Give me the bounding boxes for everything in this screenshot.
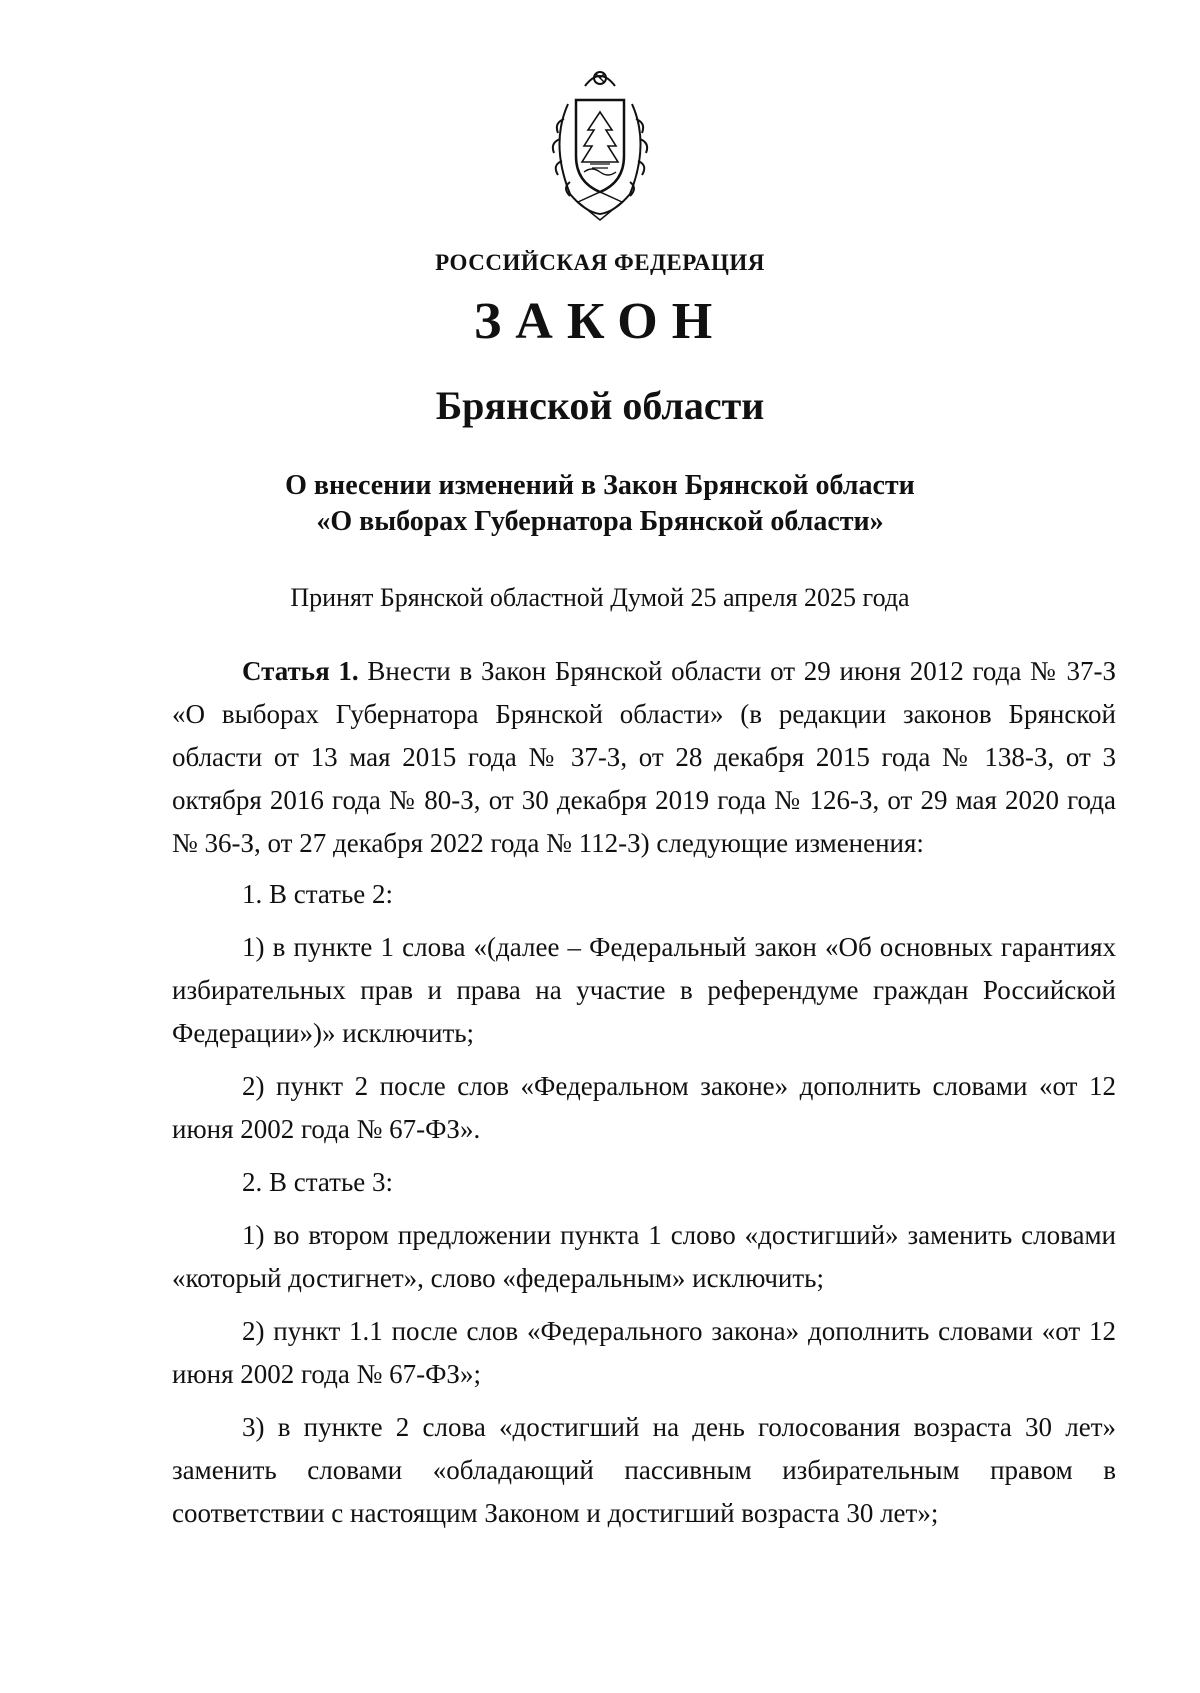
list-item: 2) пункт 2 после слов «Федеральном законе» дополнить словами «от 12 июня 2002 года № 67-ФЗ». (172, 1071, 1116, 1144)
adoption-note: Принят Брянской областной Думой 25 апреля 2025 года (290, 583, 910, 612)
list-item: 1. В статье 2: (242, 879, 394, 909)
list-item: 1) во втором предложении пункта 1 слово «достигший» заменить словами «который достигнет», слово «федеральным» исключить; (172, 1220, 1116, 1293)
law-title (150, 468, 1050, 540)
country-heading: РОССИЙСКАЯ ФЕДЕРАЦИЯ (435, 250, 765, 275)
law-body (172, 650, 1116, 1545)
article-text: Внести в Закон Брянской области от 29 июня 2012 года № 37-З «О выборах Губернатора Брянской области» (в редакции законов Брянской области от 13 мая 2015 года № 37-З, от 28 декабря 2015 года № 138-З, от 3 октября 2016 года № 80-З, от 30 декабря 2019 года № 126-З, от 29 мая 2020 года № 36-З, от 27 декабря 2022 года № 112-З) следующие изменения: (172, 656, 1117, 858)
article-1-paragraph (172, 650, 1116, 865)
law-heading: ЗАКОН (473, 293, 727, 350)
coat-of-arms-icon (530, 64, 670, 224)
article-label: Статья 1. (242, 656, 359, 686)
list-item: 2. В статье 3: (242, 1167, 394, 1197)
list-item: 3) в пункте 2 слова «достигший на день голосования возраста 30 лет» заменить словами «обладающий пассивным избирательным правом в соответствии с настоящим Законом и достигший возраста 30 лет»; (172, 1412, 1116, 1528)
list-item: 2) пункт 1.1 после слов «Федерального закона» дополнить словами «от 12 июня 2002 года № 67-ФЗ»; (172, 1316, 1116, 1389)
list-item: 1) в пункте 1 слова «(далее – Федеральный закон «Об основных гарантиях избирательных прав и права на участие в референдуме граждан Российской Федерации»)» исключить; (172, 932, 1116, 1048)
law-title-line-2: «О выборах Губернатора Брянской области» (316, 506, 884, 537)
law-title-line-1: О внесении изменений в Закон Брянской области (285, 470, 915, 501)
region-heading: Брянской области (435, 383, 765, 428)
